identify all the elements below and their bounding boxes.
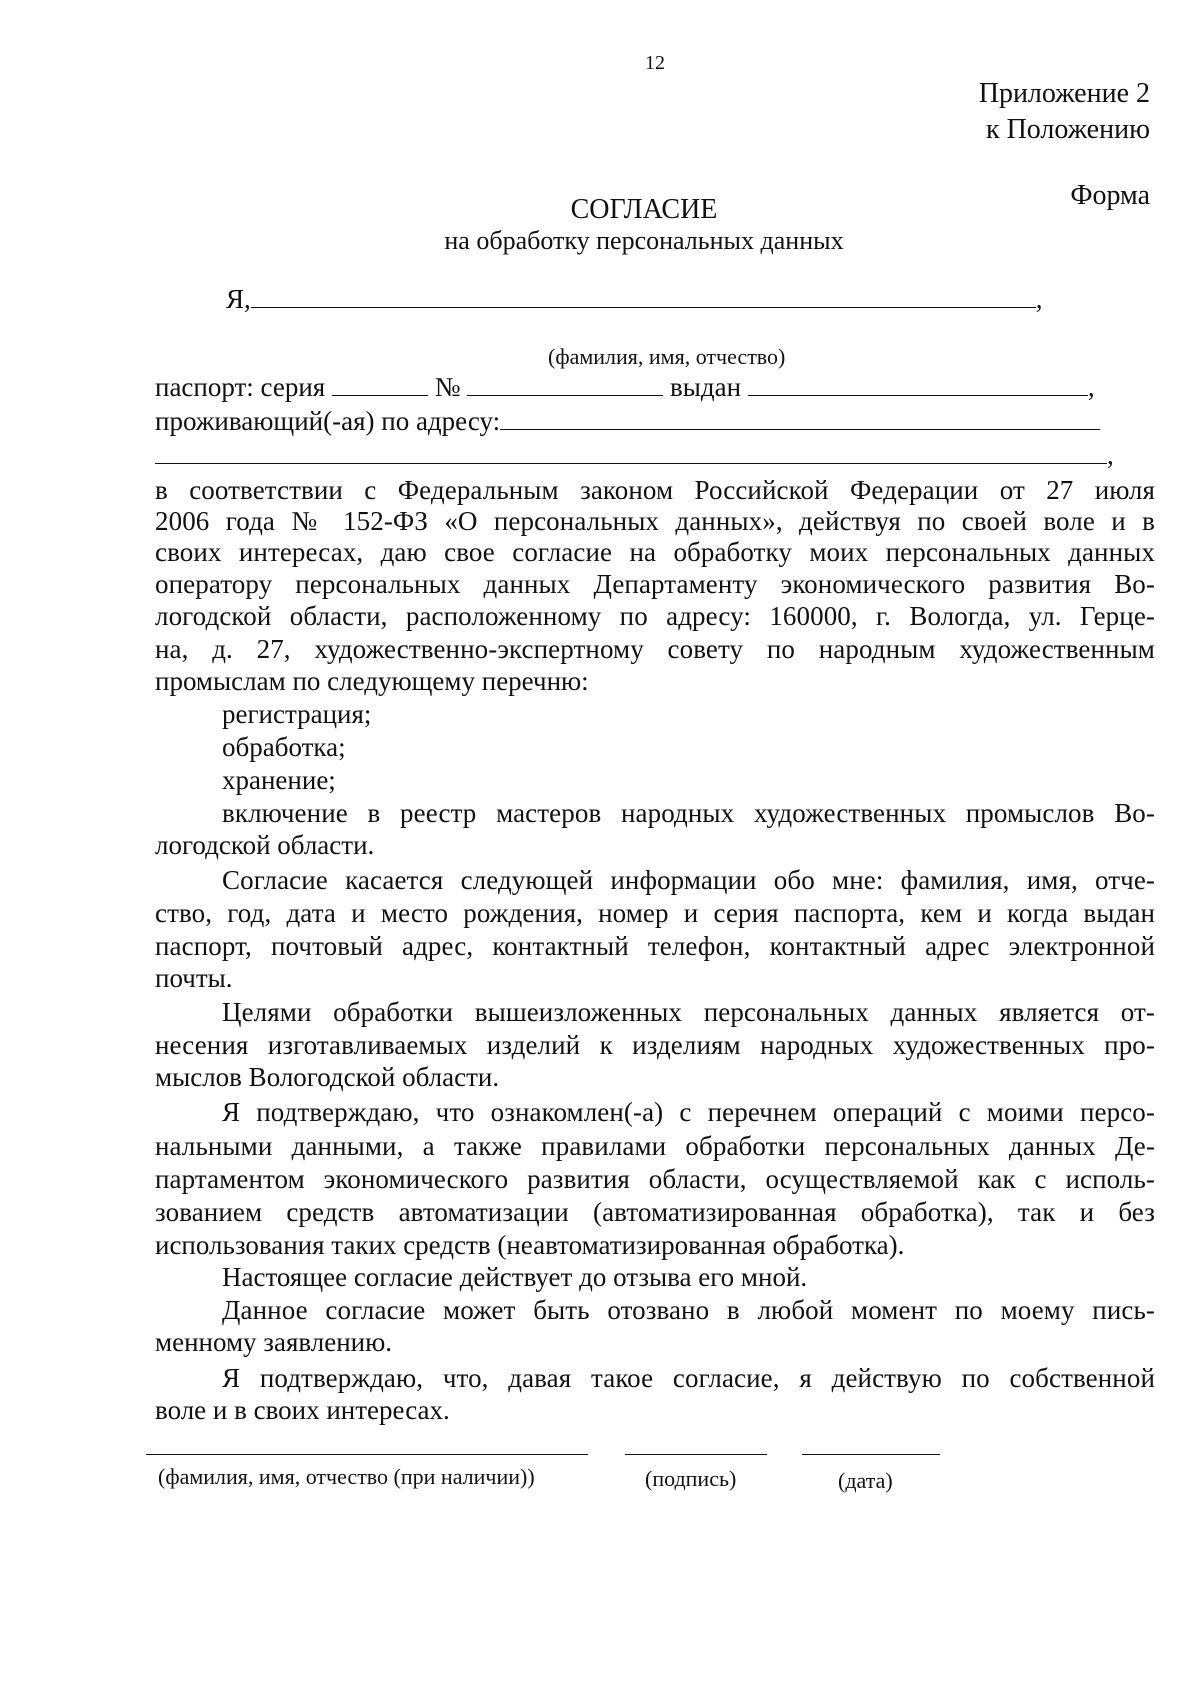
page-number: 12 [645,52,665,74]
document-subtitle: на обработку персональных данных [444,226,844,255]
list-item: хранение; [222,765,336,795]
registry-line: логодской области. [155,830,375,860]
revoke-paragraph-line: Данное согласие может быть отозвано в любой момент по моему пись- [222,1295,1155,1325]
paragraph-1-line: промыслам по следующему перечню: [155,666,589,696]
passport-series-label: паспорт: серия [155,372,326,402]
name-field-row [226,284,1043,315]
confirm-paragraph-line: нальными данными, а также правилами обработки персональных данных Де- [155,1131,1155,1161]
confirm-paragraph-line: Я подтверждаю, что ознакомлен(-а) с перечнем операций с моими персо- [222,1097,1155,1127]
registry-line: включение в реестр мастеров народных художественных промыслов Во- [222,798,1155,828]
passport-series-blank[interactable] [332,395,428,396]
will-paragraph-line: воле и в своих интересах. [155,1395,450,1425]
validity-paragraph: Настоящее согласие действует до отзыва его мной. [222,1262,808,1292]
goals-paragraph-line: несения изготавливаемых изделий к изделиям народных художественных про- [155,1030,1155,1060]
passport-number-blank[interactable] [467,395,663,396]
name-caption: (фамилия, имя, отчество) [548,344,786,369]
confirm-paragraph-line: зованием средств автоматизации (автоматизированная обработка), так и без [155,1197,1155,1227]
list-item: регистрация; [222,699,372,729]
signature-name-line[interactable] [146,1454,588,1455]
signature-date-caption: (дата) [838,1468,893,1493]
info-paragraph-line: ство, год, дата и место рождения, номер и серия паспорта, кем и когда выдан [155,898,1155,928]
address-label: проживающий(-ая) по адресу: [155,406,501,436]
paragraph-1-line: своих интересах, даю свое согласие на обработку моих персональных данных [155,537,1155,567]
goals-paragraph-line: Целями обработки вышеизложенных персональных данных является от- [222,997,1155,1027]
annex-line-2: к Положению [985,114,1150,145]
passport-issued-label: выдан [670,372,742,402]
will-paragraph-line: Я подтверждаю, что, давая такое согласие, я действую по собственной [222,1363,1155,1393]
form-label: Форма [1070,180,1150,211]
address-continuation-blank[interactable] [155,463,1107,464]
paragraph-1-line: логодской области, расположенному по адресу: 160000, г. Вологда, ул. Герце- [155,601,1155,631]
signature-caption: (подпись) [645,1466,737,1491]
name-blank-line[interactable] [251,307,1036,308]
annex-line-1: Приложение 2 [978,78,1150,109]
revoke-paragraph-line: менному заявлению. [155,1327,393,1357]
confirm-paragraph-line: партаментом экономического развития области, осуществляемой как с исполь- [155,1164,1155,1194]
passport-field-row [155,372,1095,403]
info-paragraph-line: Согласие касается следующей информации обо мне: фамилия, имя, отче- [222,865,1155,895]
passport-issued-blank[interactable] [748,395,1088,396]
address-field-row [155,406,1100,437]
name-comma: , [1035,284,1043,314]
passport-comma: , [1087,372,1095,402]
paragraph-1-line: на, д. 27, художественно-экспертному совету по народным художественным [155,634,1155,664]
confirm-paragraph-line: использования таких средств (неавтоматизированная обработка). [155,1230,905,1260]
address-blank-line[interactable] [500,429,1100,430]
address-comma: , [1107,440,1114,470]
name-prefix: Я, [226,284,251,314]
passport-number-label: № [434,372,461,402]
document-title: СОГЛАСИЕ [570,194,718,225]
goals-paragraph-line: мыслов Вологодской области. [155,1062,500,1092]
info-paragraph-line: почты. [155,963,233,993]
info-paragraph-line: паспорт, почтовый адрес, контактный телефон, контактный адрес электронной [155,931,1155,961]
signature-line[interactable] [625,1454,767,1455]
list-item: обработка; [222,732,346,762]
paragraph-1-line: оператору персональных данных Департаменту экономического развития Во- [155,569,1155,599]
paragraph-1-line: 2006 года № 152-ФЗ «О персональных данных», действуя по своей воле и в [155,506,1155,536]
signature-date-line[interactable] [802,1454,940,1455]
address-continuation-row [155,440,1114,471]
paragraph-1-line: в соответствии с Федеральным законом Российской Федерации от 27 июля [155,475,1155,505]
signature-name-caption: (фамилия, имя, отчество (при наличии)) [158,1464,535,1489]
